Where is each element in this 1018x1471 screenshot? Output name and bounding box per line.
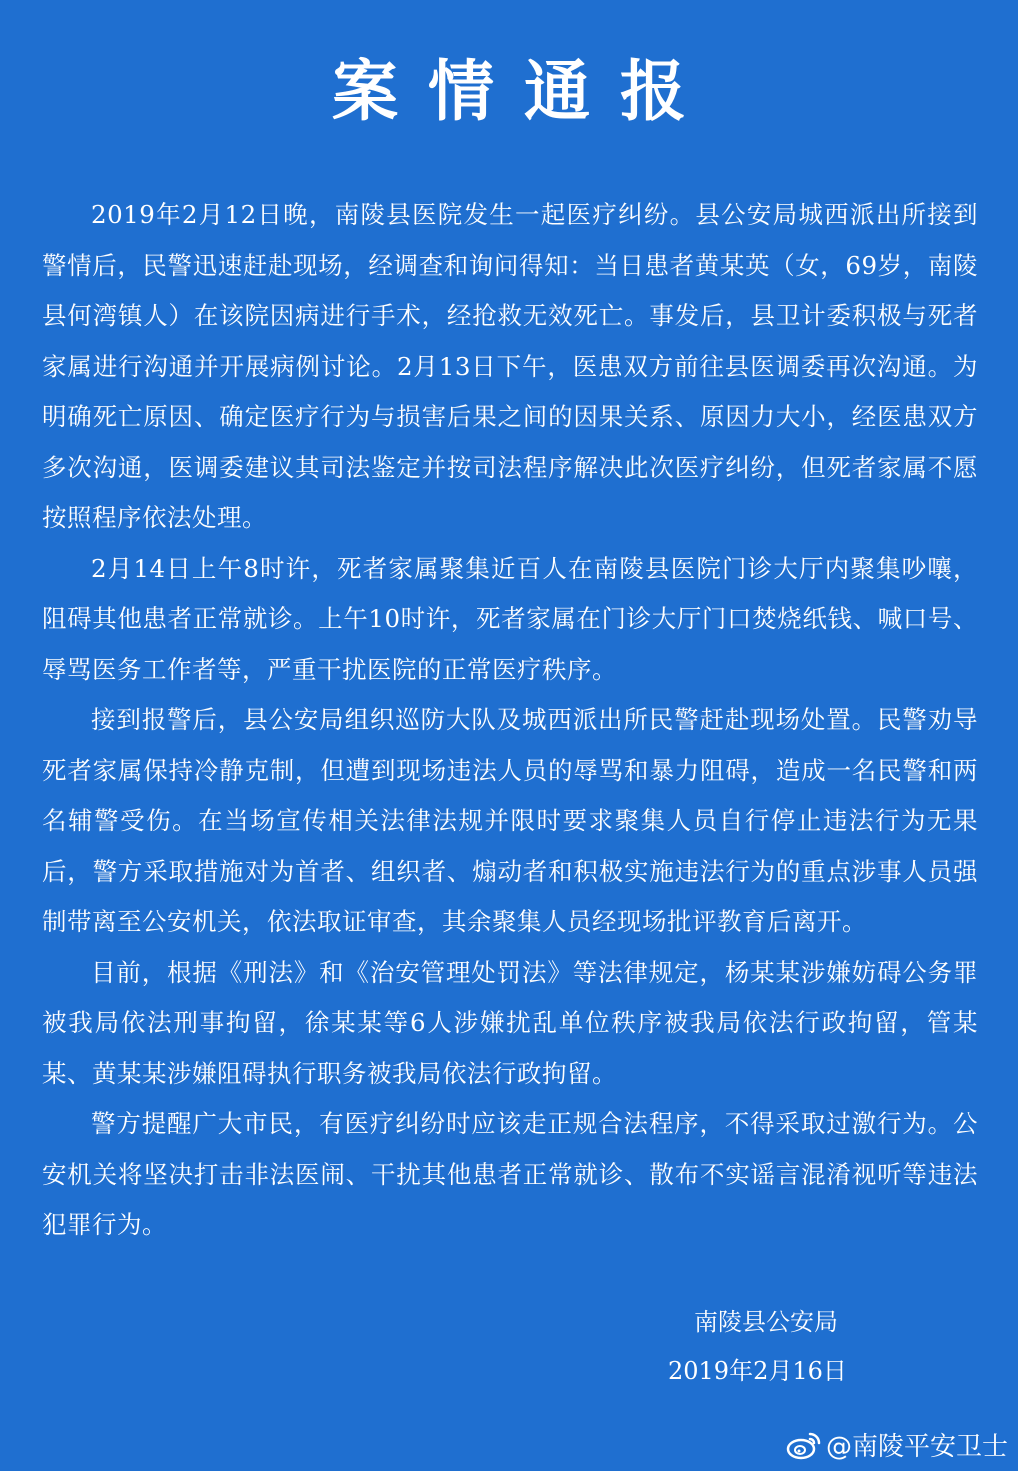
watermark-text: @南陵平安卫士 (825, 1432, 1008, 1462)
paragraph-4: 目前，根据《刑法》和《治安管理处罚法》等法律规定，杨某某涉嫌妨碍公务罪被我局依法刑事拘留，徐某某等6人涉嫌扰乱单位秩序被我局依法行政拘留，管某某、黄某某涉嫌阻碍执行职务被我局依法行政拘留。 (42, 957, 978, 1088)
weibo-watermark (786, 1426, 1008, 1463)
weibo-icon (786, 1430, 822, 1460)
issuer-name: 南陵县公安局 (694, 1308, 838, 1336)
paragraph-5: 警方提醒广大市民，有医疗纠纷时应该走正规合法程序，不得采取过激行为。公安机关将坚决打击非法医闹、干扰其他患者正常就诊、散布不实谣言混淆视听等违法犯罪行为。 (42, 1109, 978, 1239)
paragraph-2: 2月14日上午8时许，死者家属聚集近百人在南陵县医院门诊大厅内聚集吵嚷，阻碍其他患者正常就诊。上午10时许，死者家属在门诊大厅门口焚烧纸钱、喊口号、辱骂医务工作者等，严重干扰医院的正常医疗秩序。 (42, 553, 978, 684)
paragraph-1: 2019年2月12日晚，南陵县医院发生一起医疗纠纷。县公安局城西派出所接到警情后，民警迅速赶赴现场，经调查和询问得知：当日患者黄某英（女，69岁，南陵县何湾镇人）在该院因病进行手术，经抢救无效死亡。事发后，县卫计委积极与死者家属进行沟通并开展病例讨论。2月13日下午，医患双方前往县医调委再次沟通。为明确死亡原因、确定医疗行为与损害后果之间的因果关系、原因力大小，经医患双方多次沟通，医调委建议其司法鉴定并按司法程序解决此次医疗纠纷，但死者家属不愿按照程序依法处理。 (42, 200, 978, 532)
notice-title: 案情通报 (332, 53, 716, 130)
paragraph-3: 接到报警后，县公安局组织巡防大队及城西派出所民警赶赴现场处置。民警劝导死者家属保持冷静克制，但遭到现场违法人员的辱骂和暴力阻碍，造成一名民警和两名辅警受伤。在当场宣传相关法律法规并限时要求聚集人员自行停止违法行为无果后，警方采取措施对为首者、组织者、煽动者和积极实施违法行为的重点涉事人员强制带离至公安机关，依法取证审查，其余聚集人员经现场批评教育后离开。 (42, 705, 978, 936)
notice-body (42, 190, 978, 1251)
issue-date: 2019年2月16日 (668, 1357, 847, 1385)
